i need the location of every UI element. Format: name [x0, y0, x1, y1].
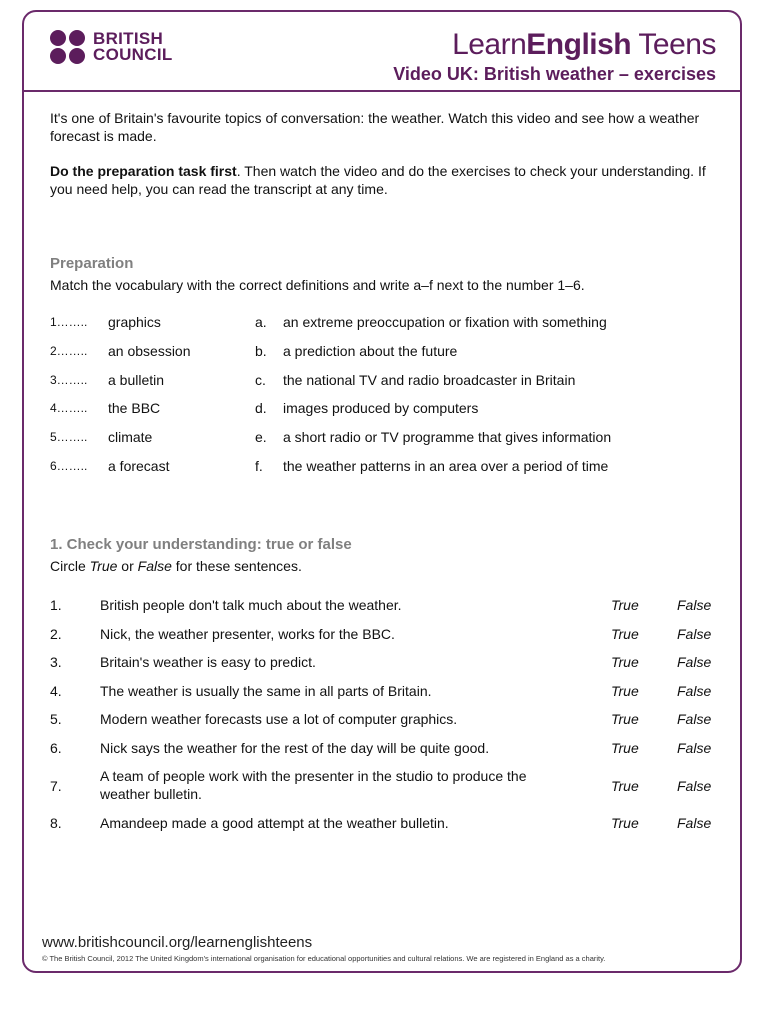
definition-text: a short radio or TV programme that gives information: [283, 429, 612, 445]
definition-text: a prediction about the future: [283, 343, 458, 359]
false-option[interactable]: False: [677, 654, 712, 670]
definition-text: the national TV and radio broadcaster in Britain: [283, 372, 576, 388]
false-option[interactable]: False: [677, 778, 712, 794]
false-option[interactable]: False: [677, 711, 712, 727]
definition-text: the weather patterns in an area over a period of time: [283, 458, 609, 474]
vocab-row: [50, 429, 730, 447]
vocab-word: a forecast: [108, 458, 170, 474]
tf-number: 4.: [50, 683, 62, 699]
tf-number: 5.: [50, 711, 62, 727]
exercise1-title: 1. Check your understanding: true or false: [50, 536, 352, 553]
vocab-word: an obsession: [108, 343, 191, 359]
vocab-row: [50, 314, 730, 332]
vocab-row: [50, 372, 730, 390]
definition-letter: a.: [255, 314, 267, 330]
true-option[interactable]: True: [611, 626, 639, 642]
vocab-word: a bulletin: [108, 372, 165, 388]
true-option[interactable]: True: [611, 683, 639, 699]
logo-text-line1: BRITISH: [93, 29, 164, 48]
header-divider: [22, 90, 742, 92]
tf-statement: Modern weather forecasts use a lot of computer graphics.: [100, 711, 458, 727]
exercise1-instruction: Circle True or False for these sentences.: [50, 558, 302, 574]
preparation-title: Preparation: [50, 255, 134, 272]
tf-statement: The weather is usually the same in all parts of Britain.: [100, 683, 432, 699]
definition-letter: f.: [255, 458, 263, 474]
definition-letter: b.: [255, 343, 267, 359]
tf-number: 3.: [50, 654, 62, 670]
true-option[interactable]: True: [611, 778, 639, 794]
vocab-number: 3……..: [50, 373, 88, 387]
vocab-number: 1……..: [50, 315, 88, 329]
vocab-number: 4……..: [50, 401, 88, 415]
definition-text: an extreme preoccupation or fixation with something: [283, 314, 607, 330]
false-option[interactable]: False: [677, 740, 712, 756]
page-title: Video UK: British weather – exercises: [393, 64, 716, 84]
false-option[interactable]: False: [677, 597, 712, 613]
footer-url: www.britishcouncil.org/learnenglishteens: [42, 934, 313, 951]
british-council-logo: [50, 30, 173, 64]
learnenglish-teens-brand: LearnEnglish Teens: [452, 28, 716, 61]
logo-text-line2: COUNCIL: [93, 45, 173, 64]
tf-statement: Nick says the weather for the rest of the day will be quite good.: [100, 740, 490, 756]
tf-number: 8.: [50, 815, 62, 831]
tf-number: 6.: [50, 740, 62, 756]
vocab-word: climate: [108, 429, 153, 445]
tf-statement: A team of people work with the presenter in the studio to produce the weather bulletin.: [100, 768, 527, 802]
logo-dots-icon: [50, 30, 86, 64]
definition-letter: e.: [255, 429, 267, 445]
definition-letter: c.: [255, 372, 266, 388]
tf-statement: Nick, the weather presenter, works for the BBC.: [100, 626, 395, 642]
tf-number: 1.: [50, 597, 62, 613]
vocab-word: the BBC: [108, 400, 161, 416]
true-option[interactable]: True: [611, 597, 639, 613]
tf-number: 2.: [50, 626, 62, 642]
vocab-row: [50, 458, 730, 476]
tf-number: 7.: [50, 778, 62, 794]
true-option[interactable]: True: [611, 815, 639, 831]
true-option[interactable]: True: [611, 711, 639, 727]
false-option[interactable]: False: [677, 815, 712, 831]
definition-text: images produced by computers: [283, 400, 479, 416]
definition-letter: d.: [255, 400, 267, 416]
vocab-word: graphics: [108, 314, 161, 330]
intro-paragraph-2: Do the preparation task first. Then watch the video and do the exercises to check your understanding. If you need help, you can read the transcript at any time.: [50, 163, 706, 197]
vocab-number: 5……..: [50, 430, 88, 444]
vocab-row: [50, 400, 730, 418]
vocab-number: 6……..: [50, 459, 88, 473]
tf-statement: Amandeep made a good attempt at the weather bulletin.: [100, 815, 449, 831]
true-option[interactable]: True: [611, 740, 639, 756]
true-option[interactable]: True: [611, 654, 639, 670]
vocab-row: [50, 343, 730, 361]
tf-statement: Britain's weather is easy to predict.: [100, 654, 316, 670]
footer-copyright: © The British Council, 2012 The United Kingdom's international organisation for educational opportunities and cultural relations. We are registered in England as a charity.: [42, 954, 606, 963]
intro-paragraph-1: It's one of Britain's favourite topics of conversation: the weather. Watch this video and see how a weather forecast is made.: [50, 110, 700, 144]
false-option[interactable]: False: [677, 626, 712, 642]
tf-statement: British people don't talk much about the weather.: [100, 597, 402, 613]
preparation-instruction: Match the vocabulary with the correct definitions and write a–f next to the number 1–6.: [50, 277, 585, 293]
vocab-number: 2……..: [50, 344, 88, 358]
false-option[interactable]: False: [677, 683, 712, 699]
